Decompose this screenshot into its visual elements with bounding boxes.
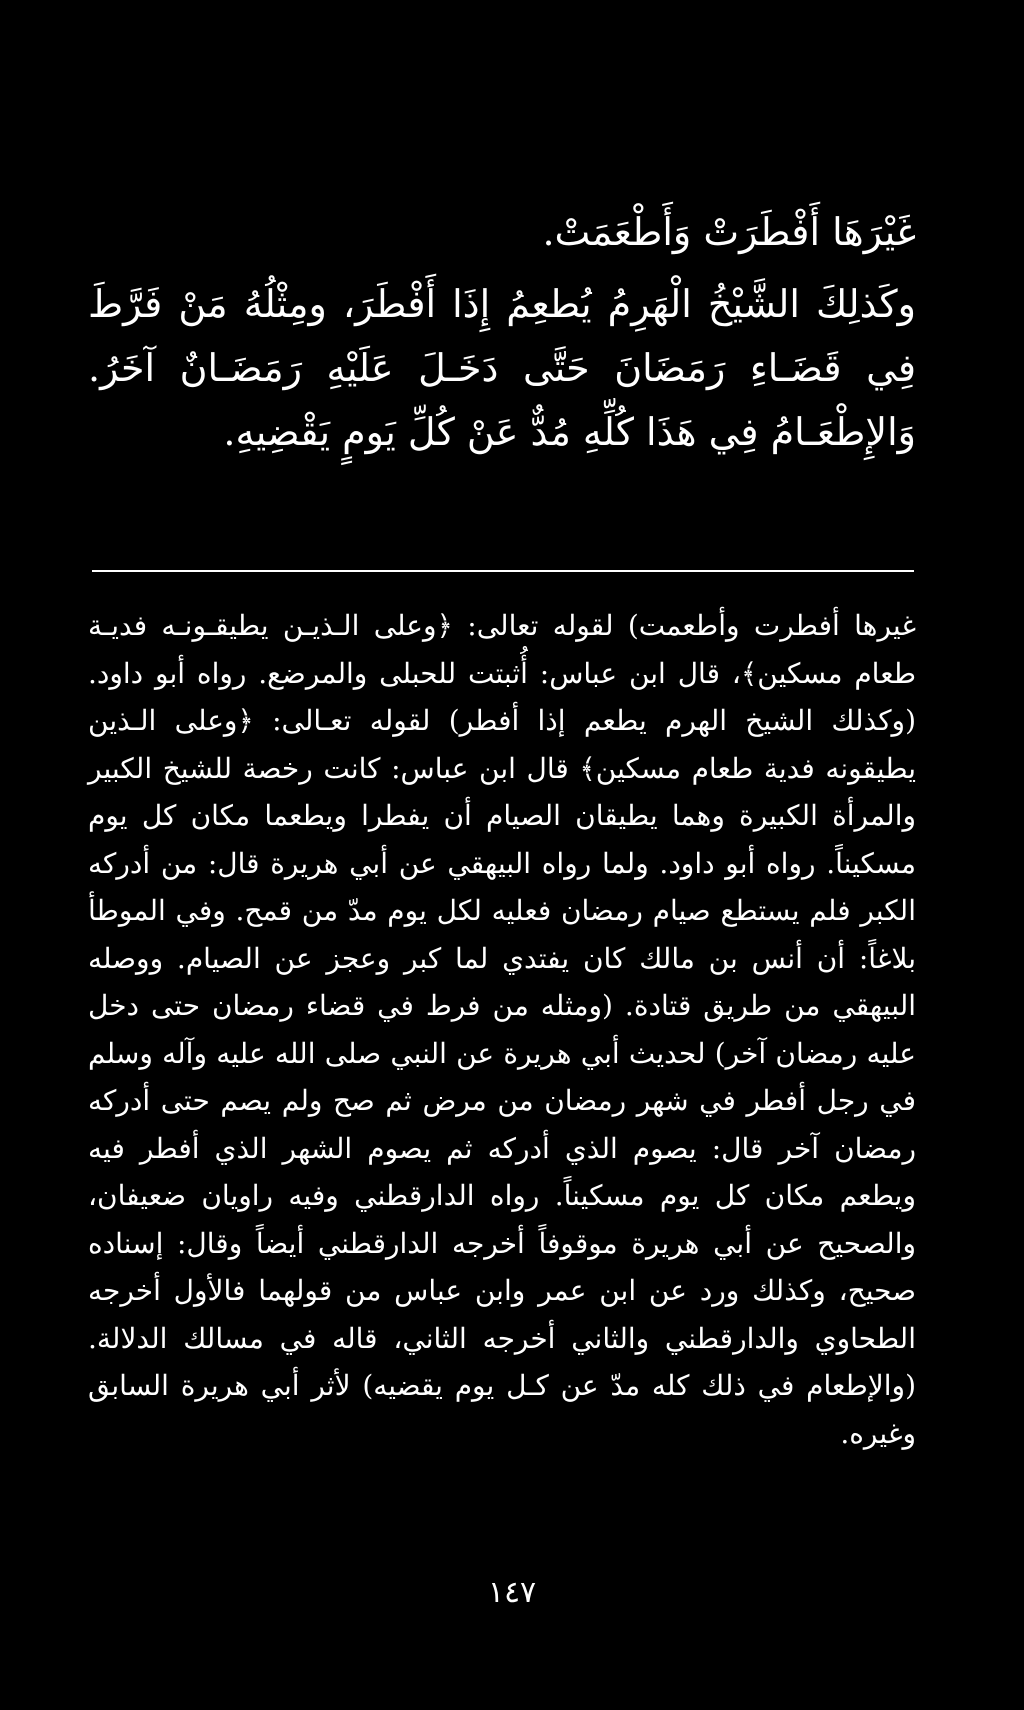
main-paragraph: وكَذلِكَ الشَّيْخُ الْهَرِمُ يُطعِمُ إِذَا أَفْطَرَ، ومِثْلُهُ مَنْ فَرَّطَ فِي قَضَـاءِ رَمَضَانَ حَتَّى دَخَـلَ عَلَيْهِ رَمَضَـانٌ آخَرُ. وَالإِطْعَـامُ فِي هَذَا كُلِّهِ مُدٌّ عَنْ كُلِّ يَومٍ يَقْضِيهِ.	[88, 282, 916, 454]
main-text	[88, 200, 916, 472]
footnote-paragraph: غيرها أفطرت وأطعمت) لقوله تعالى: ﴿وعلى الـذيـن يطيقـونـه فديـة طعام مسكين﴾، قال ابن عباس: أُثبتت للحبلى والمرضع. رواه أبو داود. (وكذلك الشيخ الهرم يطعم إذا أفطر) لقوله تعـالى: ﴿وعلى الـذين يطيقونه فدية طعام مسكين﴾ قال ابن عباس: كانت رخصة للشيخ الكبير والمرأة الكبيرة وهما يطيقان الصيام أن يفطرا ويطعما مكان كل يوم مسكيناً. رواه أبو داود. ولما رواه البيهقي عن أبي هريرة قال: من أدركه الكبر فلم يستطع صيام رمضان فعليه لكل يوم مدّ من قمح. وفي الموطأ بلاغاً: أن أنس بن مالك كان يفتدي لما كبر وعجز عن الصيام. ووصله البيهقي من طريق قتادة. (ومثله من فرط في قضاء رمضان حتى دخل عليه رمضان آخر) لحديث أبي هريرة عن النبي صلى الله عليه وآله وسلم في رجل أفطر في شهر رمضان من مرض ثم صح ولم يصم حتى أدركه رمضان آخر قال: يصوم الذي أدركه ثم يصوم الشهر الذي أفطر فيه ويطعم مكان كل يوم مسكيناً. رواه الدارقطني وفيه راويان ضعيفان، والصحيح عن أبي هريرة موقوفاً أخرجه الدارقطني أيضاً وقال: إسناده صحيح، وكذلك ورد عن ابن عمر وابن عباس من قولهما فالأول أخرجه الطحاوي والدارقطني والثاني أخرجه الثاني، قاله في مسالك الدلالة. (والإطعام في ذلك كله مدّ عن كـل يوم يقضيه) لأثر أبي هريرة السابق وغيره.	[88, 609, 917, 1450]
footnotes	[88, 602, 916, 1457]
page-number: ١٤٧	[487, 1575, 537, 1610]
main-paragraph: غَيْرَهَا أَفْطَرَتْ وَأَطْعَمَتْ.	[542, 210, 916, 254]
footnote-separator	[92, 570, 914, 572]
